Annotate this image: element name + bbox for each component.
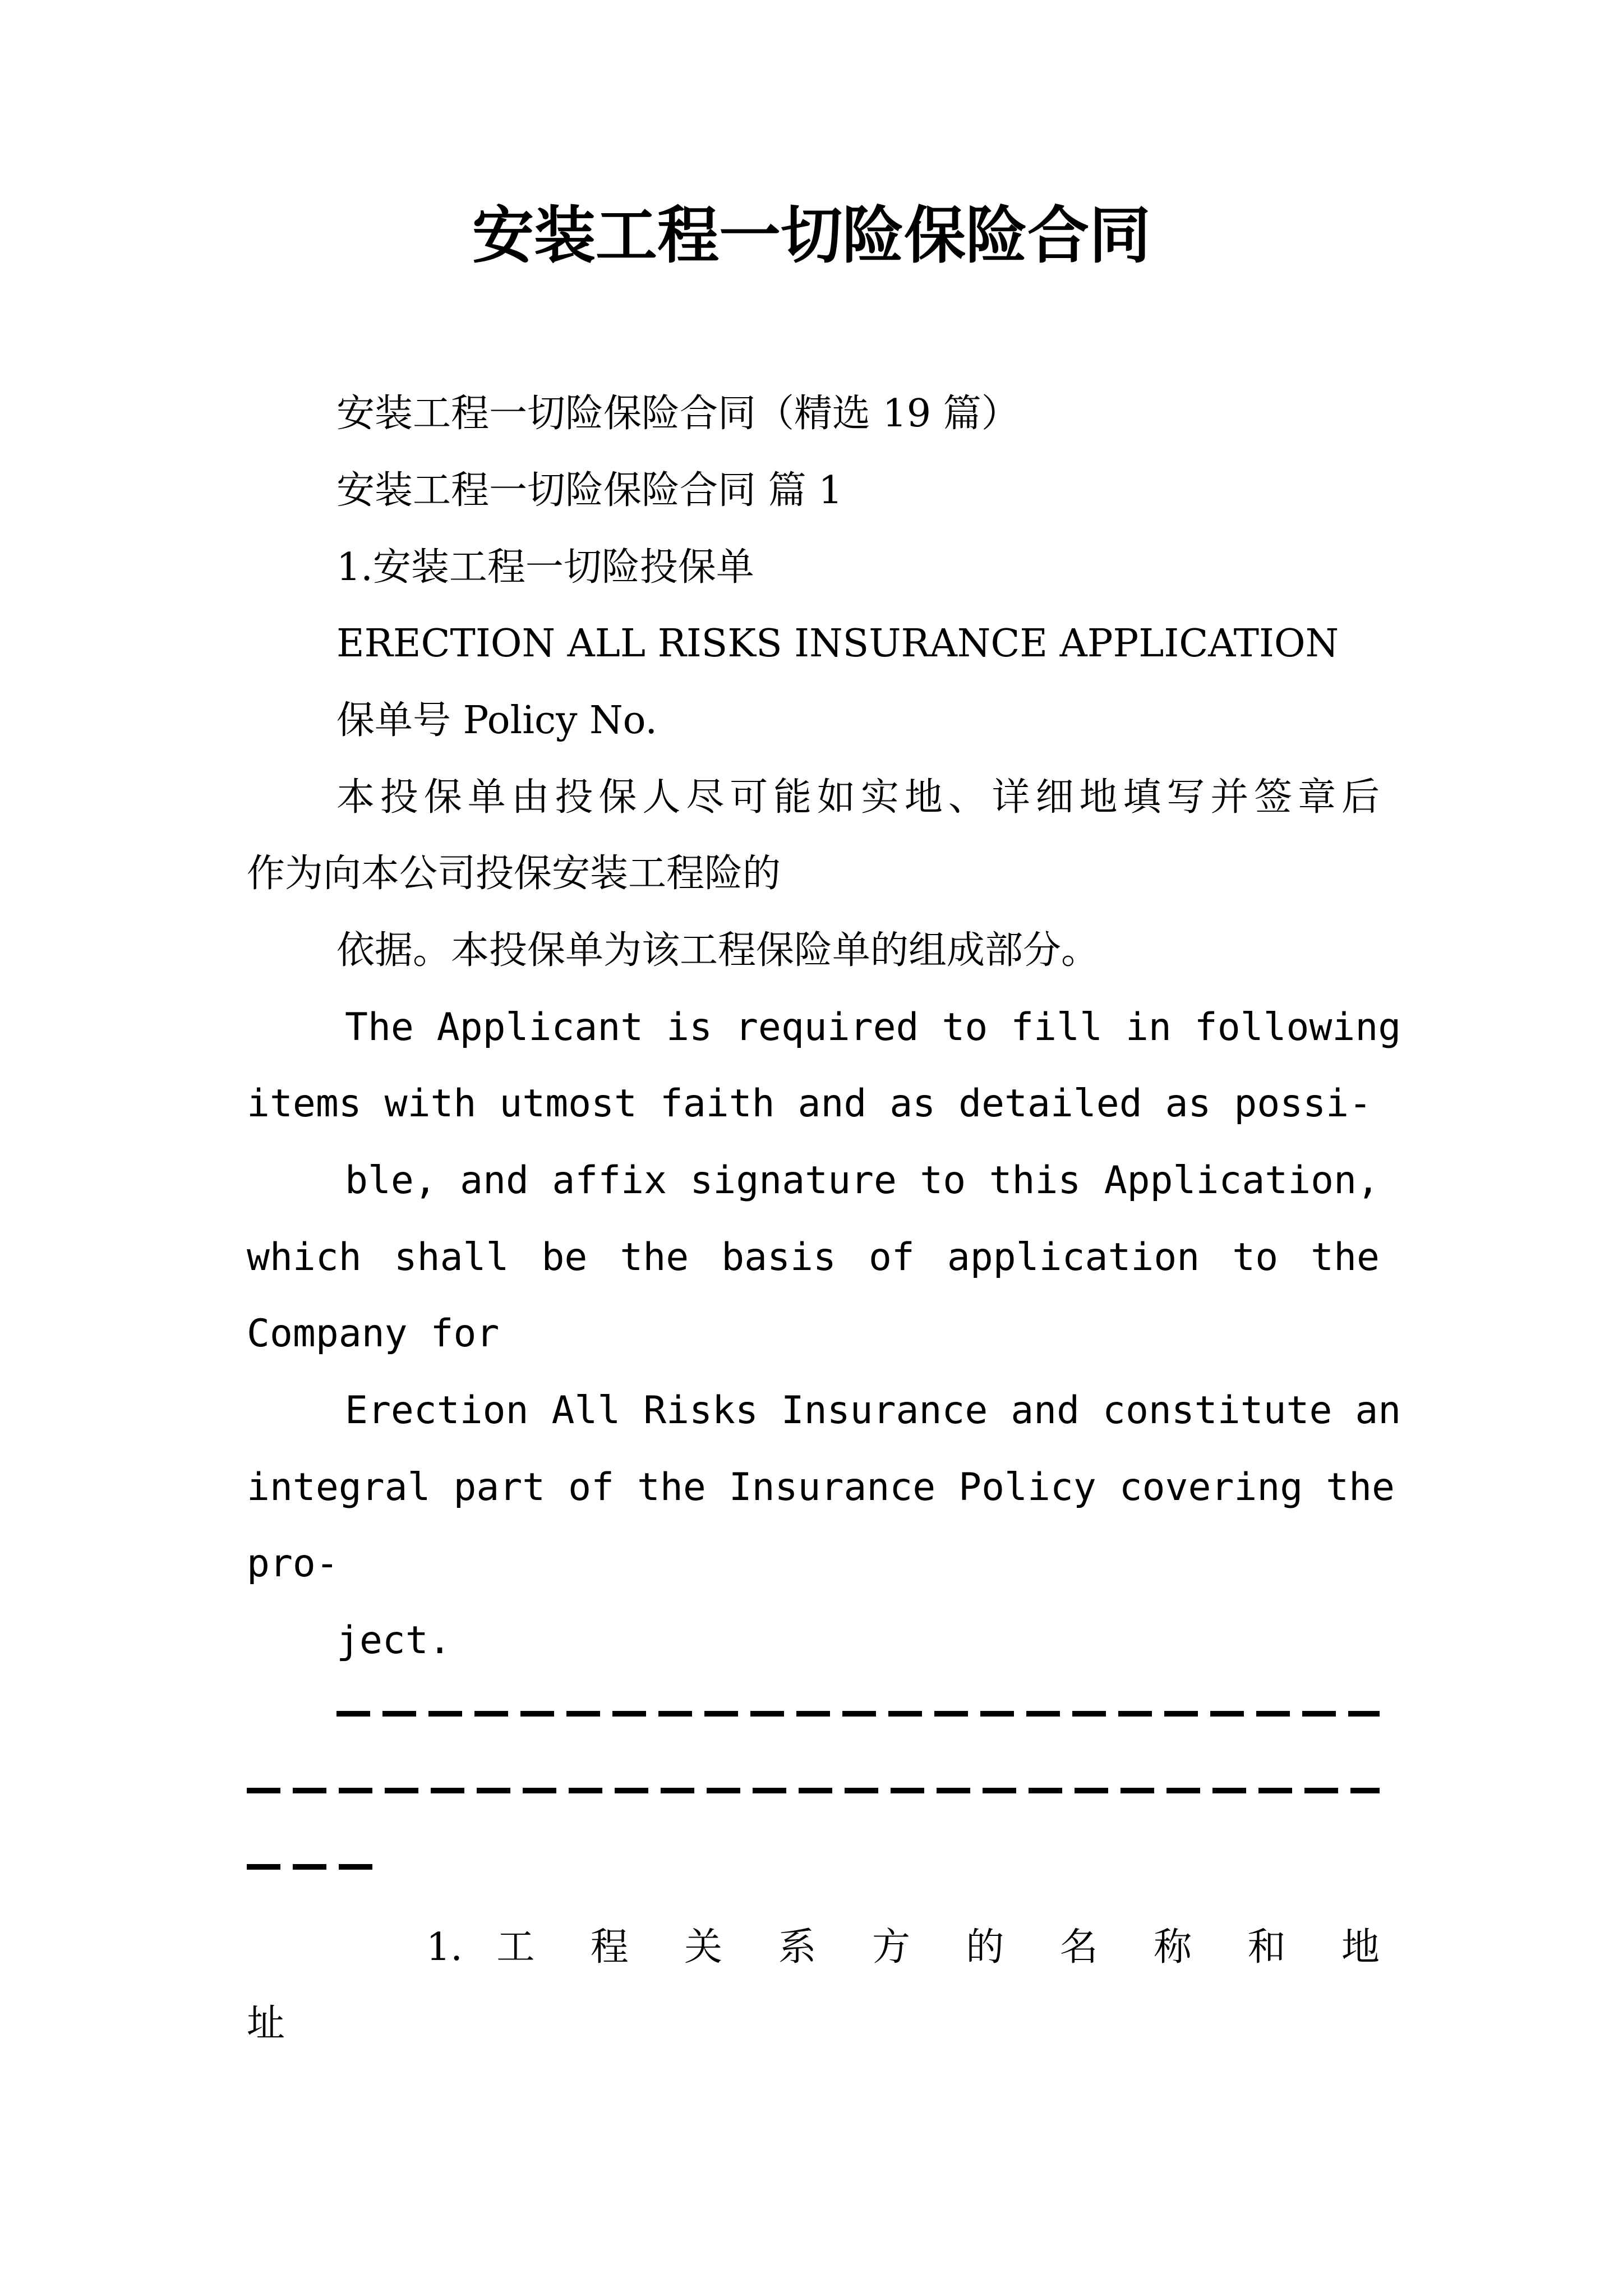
paragraph-line: 本投保单由投保人尽可能如实地、详细地填写并签章后 — [336, 775, 1380, 820]
separator-line — [336, 1711, 1380, 1717]
separator-line — [247, 1788, 1380, 1793]
separator-line — [247, 1864, 372, 1870]
paragraph-line: pro- — [247, 1542, 339, 1586]
section-heading: 安装工程一切险保险合同 篇 1 — [336, 468, 843, 513]
english-heading: ERECTION ALL RISKS INSURANCE APPLICATION — [336, 622, 1339, 666]
item-heading: 1.安装工程一切险投保单 — [336, 545, 754, 590]
document-title: 安装工程一切险保险合同 — [472, 199, 1151, 272]
paragraph-line: 作为向本公司投保安装工程险的 — [247, 852, 781, 896]
paragraph-line: Erection All Risks Insurance and constitute an — [345, 1388, 1401, 1433]
paragraph-line: Company for — [247, 1312, 500, 1356]
policy-number-label: 保单号 Policy No. — [336, 698, 658, 743]
subtitle-line: 安装工程一切险保险合同（精选 19 篇） — [336, 392, 1020, 436]
paragraph-line: ble, and affix signature to this Application, — [345, 1158, 1380, 1203]
paragraph-line: 依据。本投保单为该工程保险单的组成部分。 — [336, 928, 1100, 973]
paragraph-line: which shall be the basis of application to the — [247, 1235, 1380, 1280]
paragraph-line: ject. — [336, 1618, 451, 1663]
paragraph-line: integral part of the Insurance Policy covering the — [247, 1465, 1395, 1510]
item-heading: 1. 工 程 关 系 方 的 名 称 和 地 — [426, 1925, 1380, 1970]
item-heading-continuation: 址 — [247, 2001, 285, 2046]
paragraph-line: The Applicant is required to fill in following — [345, 1005, 1401, 1050]
paragraph-line: items with utmost faith and as detailed as possi- — [247, 1082, 1372, 1126]
